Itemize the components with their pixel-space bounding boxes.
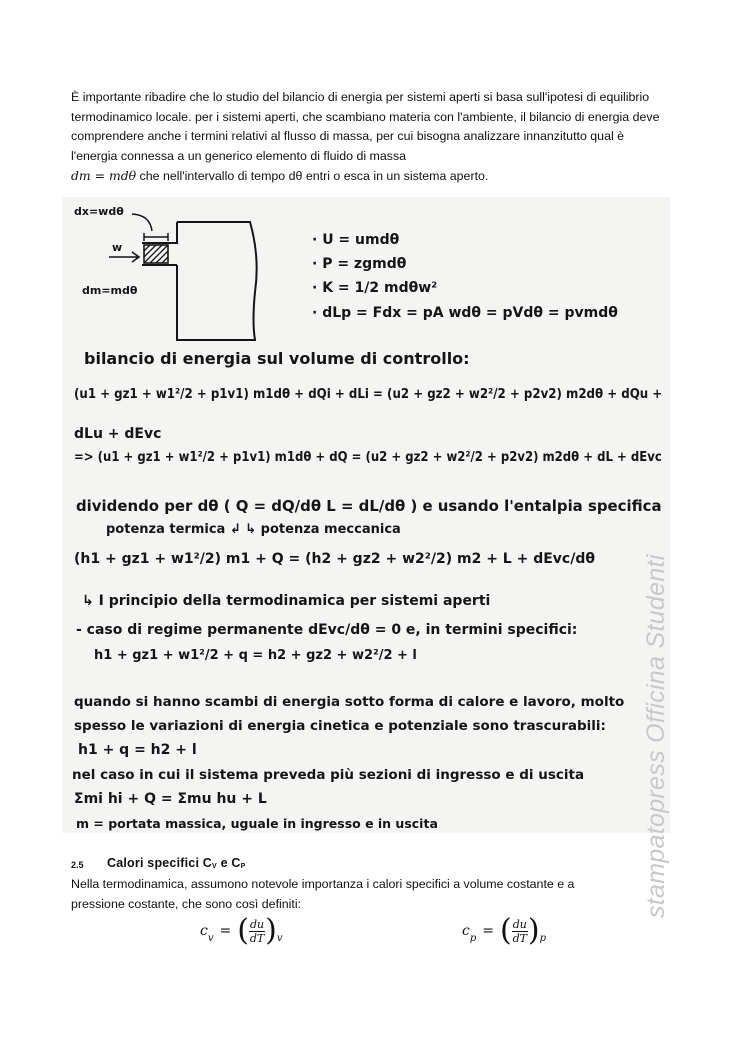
- note-line-6: potenza termica ↲ ↳ potenza meccanica: [106, 522, 401, 537]
- watermark: stampatopress Officina Studenti: [642, 554, 670, 918]
- formula-cp: c p = ( $\frac{du}{dT}$ ) p: [462, 913, 546, 948]
- section-body: Nella termodinamica, assumono notevole importanza i calori specifici a volume costante e a pressione costante, che sono così definiti:: [71, 877, 575, 911]
- intro-text-end: che nell'intervallo di tempo dθ entri o esca in un sistema aperto.: [139, 169, 489, 184]
- note-line-12: spesso le variazioni di energia cinetica e potenziale sono trascurabili:: [74, 718, 606, 734]
- inlet-pipe-upper: [142, 222, 177, 243]
- control-volume-diagram: [62, 197, 670, 357]
- note-line-13: h1 + q = h2 + l: [78, 742, 197, 758]
- note-line-1: bilancio di energia sul volume di controllo:: [84, 349, 470, 368]
- handwritten-notes-image: [62, 197, 670, 833]
- note-line-14: nel caso in cui il sistema preveda più sezioni di ingresso e di uscita: [72, 767, 585, 783]
- section-number: 2.5: [71, 860, 84, 870]
- note-line-16: m = portata massica, uguale in ingresso e in uscita: [76, 816, 438, 831]
- w-label: w: [112, 241, 123, 254]
- section-title: Calori specifici $C_V$ e $C_P$: [107, 856, 246, 870]
- intro-math-dm: dm = mdθ: [71, 168, 137, 184]
- def-kinetic-energy: · K = 1/2 mdθw²: [312, 280, 438, 296]
- intro-paragraph: [71, 88, 671, 187]
- note-line-7: (h1 + gz1 + w1²/2) m1 + Q = (h2 + gz2 + w2²/2) m2 + L + dEvc/dθ: [74, 551, 595, 567]
- note-line-3: dLu + dEvc: [74, 426, 162, 442]
- dm-label: dm=mdθ: [82, 284, 138, 297]
- def-internal-energy: · U = umdθ: [312, 232, 400, 248]
- formula-cv: c v = ( $\frac{du}{dT}$ ) v: [200, 913, 283, 948]
- def-potential-energy: · P = zgmdθ: [312, 256, 407, 272]
- note-line-15: Σmi hi + Q = Σmu hu + L: [74, 791, 267, 807]
- note-line-8: ↳ I principio della termodinamica per sistemi aperti: [82, 593, 491, 609]
- note-line-11: quando si hanno scambi di energia sotto forma di calore e lavoro, molto: [74, 694, 625, 710]
- note-line-4: => (u1 + gz1 + w1²/2 + p1v1) m1dθ + dQ = (u2 + gz2 + w2²/2 + p2v2) m2dθ + dL + dEvc: [74, 450, 662, 465]
- intro-text: È importante ribadire che lo studio del bilancio di energia per sistemi aperti si basa sull'ipotesi di equilibrio termodinamico locale. per i sistemi aperti, che scambiano materia con l'ambiente, il bilancio di energia deve comprendere anche i termini relativi al flusso di massa, per cui bisogna analizzare innanzitutto qual è l'energia connessa a un generico elemento di fluido di massa: [71, 90, 660, 163]
- note-line-9: - caso di regime permanente dEvc/dθ = 0 e, in termini specifici:: [76, 622, 578, 638]
- note-line-2: (u1 + gz1 + w1²/2 + p1v1) m1dθ + dQi + dLi = (u2 + gz2 + w2²/2 + p2v2) m2dθ + dQu +: [74, 387, 663, 402]
- dx-label: dx=wdθ: [74, 205, 124, 218]
- note-line-5: dividendo per dθ ( Q = dQ/dθ L = dL/dθ ) e usando l'entalpia specifica: [76, 497, 662, 515]
- vessel-outline: [177, 222, 257, 340]
- note-line-10: h1 + gz1 + w1²/2 + q = h2 + gz2 + w2²/2 + l: [94, 648, 417, 663]
- def-flow-work: · dLp = Fdx = pA wdθ = pVdθ = pvmdθ: [312, 305, 618, 321]
